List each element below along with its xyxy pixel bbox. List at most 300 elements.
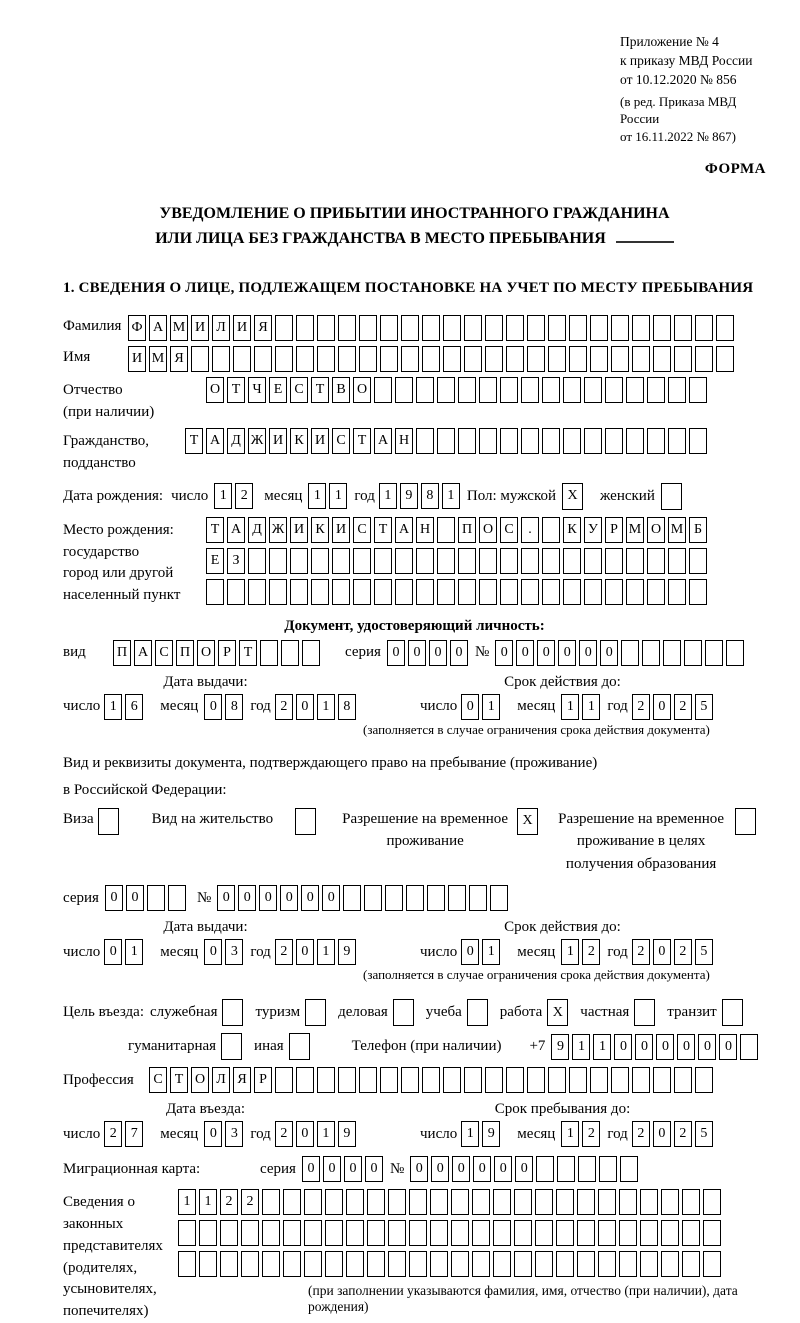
residence-valid-day-cell[interactable]: 1 — [482, 939, 500, 965]
profession-cell[interactable] — [653, 1067, 671, 1093]
representative-cell[interactable] — [178, 1220, 196, 1246]
profession-cell[interactable] — [548, 1067, 566, 1093]
birth-month-cell[interactable]: 1 — [329, 483, 347, 509]
birth-place-cell[interactable] — [668, 579, 686, 605]
birth-place-cell[interactable] — [416, 579, 434, 605]
entry-day-cell[interactable]: 2 — [104, 1121, 122, 1147]
representative-cell[interactable] — [556, 1220, 574, 1246]
patronymic-cell[interactable] — [605, 377, 623, 403]
profession-cell[interactable]: Р — [254, 1067, 272, 1093]
stay-day-cell[interactable]: 9 — [482, 1121, 500, 1147]
firstname-cell[interactable] — [191, 346, 209, 372]
representative-cell[interactable] — [682, 1251, 700, 1277]
issue-year-cell[interactable]: 0 — [296, 694, 314, 720]
surname-cell[interactable] — [569, 315, 587, 341]
citizenship-cell[interactable] — [584, 428, 602, 454]
firstname-cell[interactable] — [674, 346, 692, 372]
sex-female-checkbox[interactable] — [661, 483, 682, 510]
representative-cell[interactable] — [493, 1189, 511, 1215]
residence-issue-day-cell[interactable]: 1 — [125, 939, 143, 965]
profession-cell[interactable] — [296, 1067, 314, 1093]
birth-year-cell[interactable]: 9 — [400, 483, 418, 509]
representative-cell[interactable] — [493, 1251, 511, 1277]
doc-number-cell[interactable]: 0 — [579, 640, 597, 666]
birth-place-cell[interactable] — [311, 548, 329, 574]
surname-cell[interactable] — [716, 315, 734, 341]
residence-number-cell[interactable]: 0 — [322, 885, 340, 911]
valid-month-cell[interactable]: 1 — [582, 694, 600, 720]
citizenship-cell[interactable]: Т — [185, 428, 203, 454]
migration-number-cell[interactable] — [557, 1156, 575, 1182]
birth-place-cell[interactable] — [353, 579, 371, 605]
representative-cell[interactable] — [514, 1189, 532, 1215]
birth-place-cell[interactable] — [668, 548, 686, 574]
birth-place-cell[interactable] — [689, 579, 707, 605]
patronymic-cell[interactable]: Ч — [248, 377, 266, 403]
representative-cell[interactable] — [535, 1189, 553, 1215]
issue-year-cell[interactable]: 8 — [338, 694, 356, 720]
representative-cell[interactable] — [283, 1251, 301, 1277]
residence-series-cell[interactable]: 0 — [105, 885, 123, 911]
birth-place-cell[interactable] — [290, 548, 308, 574]
representative-cell[interactable] — [661, 1189, 679, 1215]
birth-place-cell[interactable]: М — [626, 517, 644, 543]
temporary-residence-education-checkbox[interactable] — [735, 808, 756, 835]
representative-cell[interactable] — [514, 1220, 532, 1246]
patronymic-cell[interactable] — [668, 377, 686, 403]
phone-cell[interactable] — [740, 1034, 758, 1060]
birth-place-cell[interactable] — [374, 579, 392, 605]
firstname-cell[interactable] — [254, 346, 272, 372]
firstname-cell[interactable] — [632, 346, 650, 372]
representative-cell[interactable] — [619, 1251, 637, 1277]
citizenship-cell[interactable]: А — [206, 428, 224, 454]
surname-cell[interactable] — [338, 315, 356, 341]
residence-number-cell[interactable] — [490, 885, 508, 911]
profession-cell[interactable] — [527, 1067, 545, 1093]
patronymic-cell[interactable] — [647, 377, 665, 403]
representative-cell[interactable] — [598, 1251, 616, 1277]
representative-cell[interactable] — [556, 1189, 574, 1215]
entry-year-cell[interactable]: 2 — [275, 1121, 293, 1147]
residence-number-cell[interactable]: 0 — [280, 885, 298, 911]
migration-number-cell[interactable]: 0 — [410, 1156, 428, 1182]
representative-cell[interactable] — [304, 1189, 322, 1215]
birth-place-cell[interactable] — [500, 579, 518, 605]
representative-cell[interactable] — [619, 1189, 637, 1215]
citizenship-cell[interactable]: И — [311, 428, 329, 454]
surname-cell[interactable] — [464, 315, 482, 341]
doc-number-cell[interactable]: 0 — [495, 640, 513, 666]
birth-place-cell[interactable] — [563, 579, 581, 605]
birth-place-cell[interactable] — [311, 579, 329, 605]
migration-number-cell[interactable]: 0 — [515, 1156, 533, 1182]
residence-number-cell[interactable] — [427, 885, 445, 911]
citizenship-cell[interactable] — [668, 428, 686, 454]
residence-issue-day-cell[interactable]: 0 — [104, 939, 122, 965]
birth-place-cell[interactable] — [227, 579, 245, 605]
citizenship-cell[interactable]: С — [332, 428, 350, 454]
residence-number-cell[interactable] — [343, 885, 361, 911]
representative-cell[interactable] — [346, 1220, 364, 1246]
representative-cell[interactable] — [703, 1220, 721, 1246]
representative-cell[interactable] — [577, 1251, 595, 1277]
profession-cell[interactable] — [695, 1067, 713, 1093]
residence-valid-month-cell[interactable]: 2 — [582, 939, 600, 965]
residence-number-cell[interactable] — [385, 885, 403, 911]
birth-place-cell[interactable]: Е — [206, 548, 224, 574]
representative-cell[interactable] — [262, 1220, 280, 1246]
birth-place-cell[interactable]: Н — [416, 517, 434, 543]
representative-cell[interactable] — [451, 1220, 469, 1246]
citizenship-cell[interactable]: И — [269, 428, 287, 454]
firstname-cell[interactable] — [653, 346, 671, 372]
profession-cell[interactable] — [359, 1067, 377, 1093]
residence-series-cell[interactable]: 0 — [126, 885, 144, 911]
profession-cell[interactable] — [422, 1067, 440, 1093]
entry-day-cell[interactable]: 7 — [125, 1121, 143, 1147]
firstname-cell[interactable]: Я — [170, 346, 188, 372]
surname-cell[interactable]: Я — [254, 315, 272, 341]
firstname-cell[interactable] — [317, 346, 335, 372]
representative-cell[interactable] — [514, 1251, 532, 1277]
representative-cell[interactable] — [619, 1220, 637, 1246]
firstname-cell[interactable] — [275, 346, 293, 372]
birth-place-cell[interactable] — [605, 579, 623, 605]
valid-day-cell[interactable]: 0 — [461, 694, 479, 720]
surname-cell[interactable]: Ф — [128, 315, 146, 341]
citizenship-cell[interactable] — [458, 428, 476, 454]
representative-cell[interactable] — [346, 1189, 364, 1215]
patronymic-cell[interactable] — [521, 377, 539, 403]
doc-series-cell[interactable]: 0 — [408, 640, 426, 666]
patronymic-cell[interactable]: С — [290, 377, 308, 403]
representative-cell[interactable] — [430, 1220, 448, 1246]
valid-month-cell[interactable]: 1 — [561, 694, 579, 720]
profession-cell[interactable] — [674, 1067, 692, 1093]
residence-valid-year-cell[interactable]: 2 — [632, 939, 650, 965]
issue-month-cell[interactable]: 0 — [204, 694, 222, 720]
birth-place-cell[interactable] — [563, 548, 581, 574]
patronymic-cell[interactable] — [689, 377, 707, 403]
surname-cell[interactable] — [443, 315, 461, 341]
surname-cell[interactable]: И — [191, 315, 209, 341]
profession-cell[interactable] — [632, 1067, 650, 1093]
birth-place-cell[interactable] — [458, 579, 476, 605]
purpose-business-checkbox[interactable] — [393, 999, 414, 1026]
stay-year-cell[interactable]: 2 — [674, 1121, 692, 1147]
citizenship-cell[interactable] — [689, 428, 707, 454]
phone-cell[interactable]: 0 — [635, 1034, 653, 1060]
representative-cell[interactable] — [640, 1251, 658, 1277]
profession-cell[interactable]: О — [191, 1067, 209, 1093]
firstname-cell[interactable] — [359, 346, 377, 372]
representative-cell[interactable] — [325, 1189, 343, 1215]
firstname-cell[interactable] — [233, 346, 251, 372]
residence-number-cell[interactable] — [406, 885, 424, 911]
surname-cell[interactable]: М — [170, 315, 188, 341]
birth-place-cell[interactable] — [269, 579, 287, 605]
firstname-cell[interactable] — [590, 346, 608, 372]
birth-place-cell[interactable]: И — [290, 517, 308, 543]
patronymic-cell[interactable]: Е — [269, 377, 287, 403]
doc-number-cell[interactable] — [621, 640, 639, 666]
birth-day-cell[interactable]: 2 — [235, 483, 253, 509]
birth-place-cell[interactable] — [437, 517, 455, 543]
phone-cell[interactable]: 1 — [593, 1034, 611, 1060]
representative-cell[interactable] — [430, 1189, 448, 1215]
birth-place-cell[interactable]: Ж — [269, 517, 287, 543]
purpose-official-checkbox[interactable] — [222, 999, 243, 1026]
issue-month-cell[interactable]: 8 — [225, 694, 243, 720]
citizenship-cell[interactable]: Н — [395, 428, 413, 454]
doc-series-cell[interactable]: 0 — [429, 640, 447, 666]
doc-number-cell[interactable] — [642, 640, 660, 666]
stay-year-cell[interactable]: 2 — [632, 1121, 650, 1147]
representative-cell[interactable]: 2 — [220, 1189, 238, 1215]
representative-cell[interactable] — [388, 1251, 406, 1277]
firstname-cell[interactable] — [548, 346, 566, 372]
birth-place-cell[interactable] — [521, 548, 539, 574]
surname-cell[interactable] — [590, 315, 608, 341]
representative-cell[interactable]: 2 — [241, 1189, 259, 1215]
doc-number-cell[interactable] — [726, 640, 744, 666]
phone-cell[interactable]: 0 — [677, 1034, 695, 1060]
representative-cell[interactable] — [598, 1189, 616, 1215]
firstname-cell[interactable] — [506, 346, 524, 372]
birth-place-cell[interactable] — [332, 579, 350, 605]
birth-place-cell[interactable]: К — [311, 517, 329, 543]
entry-year-cell[interactable]: 9 — [338, 1121, 356, 1147]
phone-cell[interactable]: 0 — [719, 1034, 737, 1060]
representative-cell[interactable] — [199, 1220, 217, 1246]
representative-cell[interactable] — [241, 1220, 259, 1246]
representative-cell[interactable] — [367, 1189, 385, 1215]
representative-cell[interactable] — [703, 1251, 721, 1277]
representative-cell[interactable] — [262, 1189, 280, 1215]
patronymic-cell[interactable]: Т — [311, 377, 329, 403]
entry-year-cell[interactable]: 0 — [296, 1121, 314, 1147]
doc-number-cell[interactable]: 0 — [600, 640, 618, 666]
doc-number-cell[interactable] — [705, 640, 723, 666]
birth-year-cell[interactable]: 1 — [379, 483, 397, 509]
residence-issue-month-cell[interactable]: 3 — [225, 939, 243, 965]
birth-place-cell[interactable]: У — [584, 517, 602, 543]
residence-issue-year-cell[interactable]: 2 — [275, 939, 293, 965]
profession-cell[interactable] — [485, 1067, 503, 1093]
residence-valid-year-cell[interactable]: 0 — [653, 939, 671, 965]
birth-place-cell[interactable] — [290, 579, 308, 605]
migration-series-cell[interactable]: 0 — [365, 1156, 383, 1182]
firstname-cell[interactable] — [296, 346, 314, 372]
firstname-cell[interactable] — [485, 346, 503, 372]
stay-month-cell[interactable]: 1 — [561, 1121, 579, 1147]
representative-cell[interactable] — [409, 1220, 427, 1246]
citizenship-cell[interactable] — [542, 428, 560, 454]
entry-year-cell[interactable]: 1 — [317, 1121, 335, 1147]
doc-kind-cell[interactable]: Р — [218, 640, 236, 666]
phone-cell[interactable]: 9 — [551, 1034, 569, 1060]
valid-day-cell[interactable]: 1 — [482, 694, 500, 720]
birth-place-cell[interactable] — [647, 548, 665, 574]
representative-cell[interactable] — [367, 1251, 385, 1277]
birth-place-cell[interactable] — [647, 579, 665, 605]
stay-day-cell[interactable]: 1 — [461, 1121, 479, 1147]
doc-kind-cell[interactable]: П — [113, 640, 131, 666]
patronymic-cell[interactable] — [542, 377, 560, 403]
profession-cell[interactable] — [380, 1067, 398, 1093]
residence-issue-year-cell[interactable]: 0 — [296, 939, 314, 965]
residence-number-cell[interactable] — [469, 885, 487, 911]
firstname-cell[interactable] — [527, 346, 545, 372]
representative-cell[interactable] — [535, 1251, 553, 1277]
birth-place-cell[interactable] — [374, 548, 392, 574]
firstname-cell[interactable]: И — [128, 346, 146, 372]
profession-cell[interactable] — [569, 1067, 587, 1093]
birth-place-cell[interactable] — [458, 548, 476, 574]
profession-cell[interactable] — [317, 1067, 335, 1093]
surname-cell[interactable] — [317, 315, 335, 341]
doc-number-cell[interactable] — [684, 640, 702, 666]
valid-year-cell[interactable]: 5 — [695, 694, 713, 720]
profession-cell[interactable] — [611, 1067, 629, 1093]
purpose-study-checkbox[interactable] — [467, 999, 488, 1026]
birth-place-cell[interactable] — [395, 548, 413, 574]
firstname-cell[interactable] — [401, 346, 419, 372]
birth-place-cell[interactable] — [542, 548, 560, 574]
representative-cell[interactable] — [367, 1220, 385, 1246]
birth-place-cell[interactable] — [248, 548, 266, 574]
representative-cell[interactable] — [220, 1251, 238, 1277]
surname-cell[interactable]: И — [233, 315, 251, 341]
birth-place-cell[interactable]: А — [395, 517, 413, 543]
visa-checkbox[interactable] — [98, 808, 119, 835]
representative-cell[interactable] — [493, 1220, 511, 1246]
birth-place-cell[interactable]: Т — [374, 517, 392, 543]
citizenship-cell[interactable] — [626, 428, 644, 454]
representative-cell[interactable] — [199, 1251, 217, 1277]
birth-place-cell[interactable] — [626, 548, 644, 574]
surname-cell[interactable] — [548, 315, 566, 341]
citizenship-cell[interactable]: К — [290, 428, 308, 454]
firstname-cell[interactable] — [464, 346, 482, 372]
citizenship-cell[interactable] — [437, 428, 455, 454]
profession-cell[interactable]: С — [149, 1067, 167, 1093]
migration-number-cell[interactable] — [620, 1156, 638, 1182]
representative-cell[interactable] — [283, 1189, 301, 1215]
doc-kind-cell[interactable]: С — [155, 640, 173, 666]
doc-series-cell[interactable]: 0 — [387, 640, 405, 666]
surname-cell[interactable] — [380, 315, 398, 341]
residence-valid-year-cell[interactable]: 5 — [695, 939, 713, 965]
migration-number-cell[interactable] — [536, 1156, 554, 1182]
birth-place-cell[interactable] — [542, 579, 560, 605]
firstname-cell[interactable] — [443, 346, 461, 372]
surname-cell[interactable] — [359, 315, 377, 341]
representative-cell[interactable] — [661, 1220, 679, 1246]
birth-place-cell[interactable]: С — [500, 517, 518, 543]
representative-cell[interactable] — [640, 1189, 658, 1215]
representative-cell[interactable] — [472, 1251, 490, 1277]
representative-cell[interactable] — [262, 1251, 280, 1277]
firstname-cell[interactable] — [716, 346, 734, 372]
patronymic-cell[interactable] — [626, 377, 644, 403]
birth-place-cell[interactable] — [584, 548, 602, 574]
surname-cell[interactable]: А — [149, 315, 167, 341]
birth-place-cell[interactable] — [437, 548, 455, 574]
migration-number-cell[interactable]: 0 — [494, 1156, 512, 1182]
birth-place-cell[interactable] — [605, 548, 623, 574]
birth-day-cell[interactable]: 1 — [214, 483, 232, 509]
surname-cell[interactable]: Л — [212, 315, 230, 341]
birth-place-cell[interactable]: Т — [206, 517, 224, 543]
profession-cell[interactable] — [338, 1067, 356, 1093]
firstname-cell[interactable] — [422, 346, 440, 372]
birth-place-cell[interactable] — [206, 579, 224, 605]
representative-cell[interactable] — [640, 1220, 658, 1246]
migration-number-cell[interactable] — [578, 1156, 596, 1182]
patronymic-cell[interactable] — [500, 377, 518, 403]
citizenship-cell[interactable] — [479, 428, 497, 454]
representative-cell[interactable] — [283, 1220, 301, 1246]
representative-cell[interactable] — [346, 1251, 364, 1277]
issue-day-cell[interactable]: 1 — [104, 694, 122, 720]
surname-cell[interactable] — [401, 315, 419, 341]
firstname-cell[interactable] — [212, 346, 230, 372]
purpose-humanitarian-checkbox[interactable] — [221, 1033, 242, 1060]
citizenship-cell[interactable]: А — [374, 428, 392, 454]
representative-cell[interactable] — [325, 1251, 343, 1277]
representative-cell[interactable] — [409, 1189, 427, 1215]
doc-number-cell[interactable]: 0 — [558, 640, 576, 666]
representative-cell[interactable] — [661, 1251, 679, 1277]
representative-cell[interactable] — [703, 1189, 721, 1215]
issue-day-cell[interactable]: 6 — [125, 694, 143, 720]
stay-month-cell[interactable]: 2 — [582, 1121, 600, 1147]
firstname-cell[interactable] — [338, 346, 356, 372]
birth-place-cell[interactable] — [248, 579, 266, 605]
purpose-transit-checkbox[interactable] — [722, 999, 743, 1026]
patronymic-cell[interactable] — [437, 377, 455, 403]
profession-cell[interactable] — [401, 1067, 419, 1093]
patronymic-cell[interactable]: Т — [227, 377, 245, 403]
representative-cell[interactable] — [598, 1220, 616, 1246]
birth-place-cell[interactable] — [584, 579, 602, 605]
doc-kind-cell[interactable]: А — [134, 640, 152, 666]
purpose-other-checkbox[interactable] — [289, 1033, 310, 1060]
representative-cell[interactable] — [472, 1189, 490, 1215]
citizenship-cell[interactable] — [563, 428, 581, 454]
purpose-work-checkbox[interactable]: X — [547, 999, 568, 1026]
citizenship-cell[interactable]: Т — [353, 428, 371, 454]
valid-year-cell[interactable]: 0 — [653, 694, 671, 720]
doc-series-cell[interactable]: 0 — [450, 640, 468, 666]
birth-place-cell[interactable] — [689, 548, 707, 574]
birth-place-cell[interactable] — [521, 579, 539, 605]
doc-kind-cell[interactable]: О — [197, 640, 215, 666]
citizenship-cell[interactable] — [647, 428, 665, 454]
migration-number-cell[interactable]: 0 — [431, 1156, 449, 1182]
residence-series-cell[interactable] — [168, 885, 186, 911]
birth-place-cell[interactable]: М — [668, 517, 686, 543]
representative-cell[interactable] — [682, 1220, 700, 1246]
birth-place-cell[interactable] — [479, 548, 497, 574]
firstname-cell[interactable]: М — [149, 346, 167, 372]
birth-place-cell[interactable] — [479, 579, 497, 605]
doc-number-cell[interactable] — [663, 640, 681, 666]
representative-cell[interactable] — [409, 1251, 427, 1277]
birth-place-cell[interactable]: . — [521, 517, 539, 543]
